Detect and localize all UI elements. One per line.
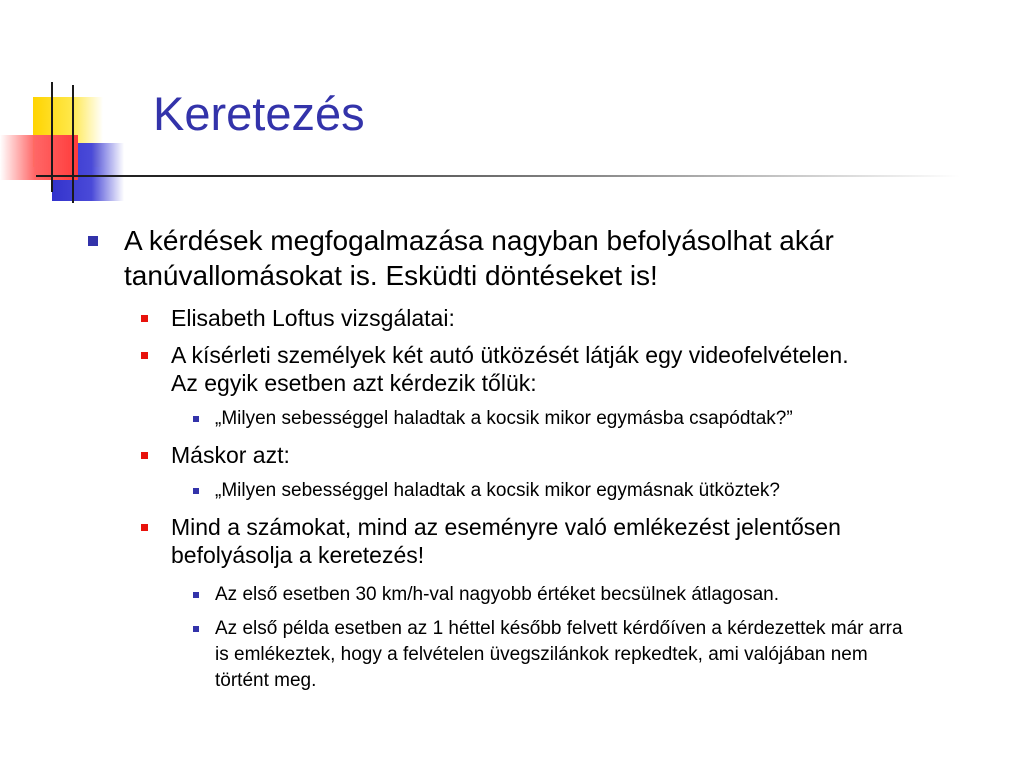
bullet-item: Mind a számokat, mind az eseményre való emlékezést jelentősen befolyásolja a keretezés! bbox=[171, 514, 841, 568]
bullet-item: Az első esetben 30 km/h-val nagyobb értéket becsülnek átlagosan. bbox=[215, 584, 780, 605]
bullet-item: Az első példa esetben az 1 héttel később felvett kérdőíven a kérdezettek már arra is emlékeztek, hogy a felvételen üvegszilánkok repkedtek, ami valójában nem történt meg. bbox=[215, 618, 903, 691]
bullet-marker bbox=[193, 592, 199, 598]
bullet-item: „Milyen sebességgel haladtak a kocsik mikor egymásnak ütköztek? bbox=[215, 480, 780, 501]
slide-title: Keretezés bbox=[153, 87, 365, 140]
bullet-marker bbox=[193, 416, 199, 422]
bullet-item: A kísérleti személyek két autó ütközését látják egy videofelvételen. Az egyik esetben azt kérdezik tőlük: bbox=[171, 342, 849, 396]
bullet-marker bbox=[141, 352, 148, 359]
bullet-marker bbox=[141, 524, 148, 531]
bullet-item: Máskor azt: bbox=[171, 442, 290, 468]
bullet-marker bbox=[193, 626, 199, 632]
bullet-item: A kérdések megfogalmazása nagyban befolyásolhat akár tanúvallomásokat is. Esküdti döntéseket is! bbox=[124, 225, 834, 291]
bullet-marker bbox=[193, 488, 199, 494]
bullet-marker bbox=[141, 315, 148, 322]
bullet-marker bbox=[141, 452, 148, 459]
bullet-item: Elisabeth Loftus vizsgálatai: bbox=[171, 305, 455, 331]
bullet-item: „Milyen sebességgel haladtak a kocsik mikor egymásba csapódtak?” bbox=[215, 408, 793, 429]
bullet-marker bbox=[88, 236, 98, 246]
